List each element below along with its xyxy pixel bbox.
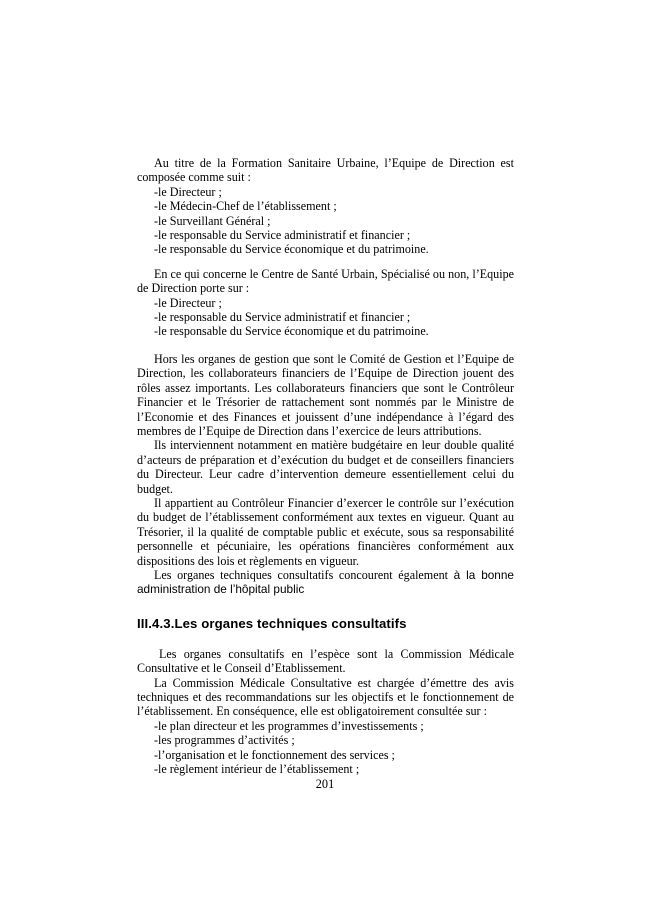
paragraph-organes-techniques-mixed bbox=[137, 568, 514, 597]
text-serif-segment: Les organes techniques consultatifs concourent également bbox=[154, 567, 454, 582]
list-item: -le Directeur ; bbox=[154, 295, 222, 310]
paragraph-centre-sante: En ce qui concerne le Centre de Santé Urbain, Spécialisé ou non, l’Equipe de Direction porte sur : bbox=[137, 266, 514, 296]
section-heading: III.4.3.Les organes techniques consultatifs bbox=[137, 615, 407, 631]
list-item: -le règlement intérieur de l’établissement ; bbox=[154, 762, 360, 777]
list-consultation-obligatoire bbox=[137, 719, 514, 777]
paragraph-controleur-tresorier: Il appartient au Contrôleur Financier d’exercer le contrôle sur l’exécution du budget de l’établissement conformément aux textes en vigueur. Quant au Trésorier, il la qualité de comptable public et exécute, sous sa responsabilité personnelle et pécuniaire, les opérations financières conformément aux dispositions des lois et règlements en vigueur. bbox=[137, 495, 514, 568]
page-number: 201 bbox=[315, 777, 335, 791]
paragraph-collaborateurs-financiers: Hors les organes de gestion que sont le Comité de Gestion et l’Equipe de Direction, les collaborateurs financiers de l’Equipe de Direction jouent des rôles assez importants. Les collaborateurs financiers que sont le Contrôleur Financier et le Trésorier de rattachement sont nommés par le Ministre de l’Economie et des Finances et jouissent d’une indépendance à l’égard des membres de l’Equipe de Direction dans l’exercice de leurs attributions. bbox=[137, 351, 514, 438]
list-item: -le responsable du Service administratif et financier ; bbox=[154, 228, 411, 243]
paragraph-intervention-budgetaire: Ils interviennent notamment en matière budgétaire en leur double qualité d’acteurs de préparation et d’exécution du budget et de conseillers financiers du Directeur. Leur cadre d’intervention demeure essentiellement celui du budget. bbox=[137, 438, 514, 496]
list-item: -le responsable du Service économique et du patrimoine. bbox=[154, 242, 429, 257]
list-item: -le responsable du Service économique et du patrimoine. bbox=[154, 324, 429, 339]
list-item: -le Directeur ; bbox=[154, 184, 222, 199]
paragraph-commission-medicale: La Commission Médicale Consultative est chargée d’émettre des avis techniques et des recommandations sur les objectifs et le fonctionnement de l’établissement. En conséquence, elle est obligatoirement consultée sur : bbox=[137, 675, 514, 719]
list-item: -le responsable du Service administratif et financier ; bbox=[154, 310, 411, 325]
list-item: -l’organisation et le fonctionnement des services ; bbox=[154, 747, 395, 762]
list-equipe-direction-csu bbox=[137, 296, 514, 339]
list-item: -les programmes d’activités ; bbox=[154, 733, 295, 748]
list-item: -le plan directeur et les programmes d’investissements ; bbox=[154, 718, 424, 733]
list-equipe-direction-fsu bbox=[137, 185, 514, 257]
list-item: -le Médecin-Chef de l’établissement ; bbox=[154, 199, 337, 214]
text-sans-segment: à la bonne administration de l’hôpital public bbox=[137, 567, 514, 597]
list-item: -le Surveillant Général ; bbox=[154, 213, 271, 228]
paragraph-organes-consultatifs: Les organes consultatifs en l’espèce sont la Commission Médicale Consultative et le Conseil d’Etablissement. bbox=[137, 646, 514, 676]
paragraph-formation-sanitaire: Au titre de la Formation Sanitaire Urbaine, l’Equipe de Direction est composée comme suit : bbox=[137, 156, 514, 185]
page-content bbox=[137, 156, 514, 776]
